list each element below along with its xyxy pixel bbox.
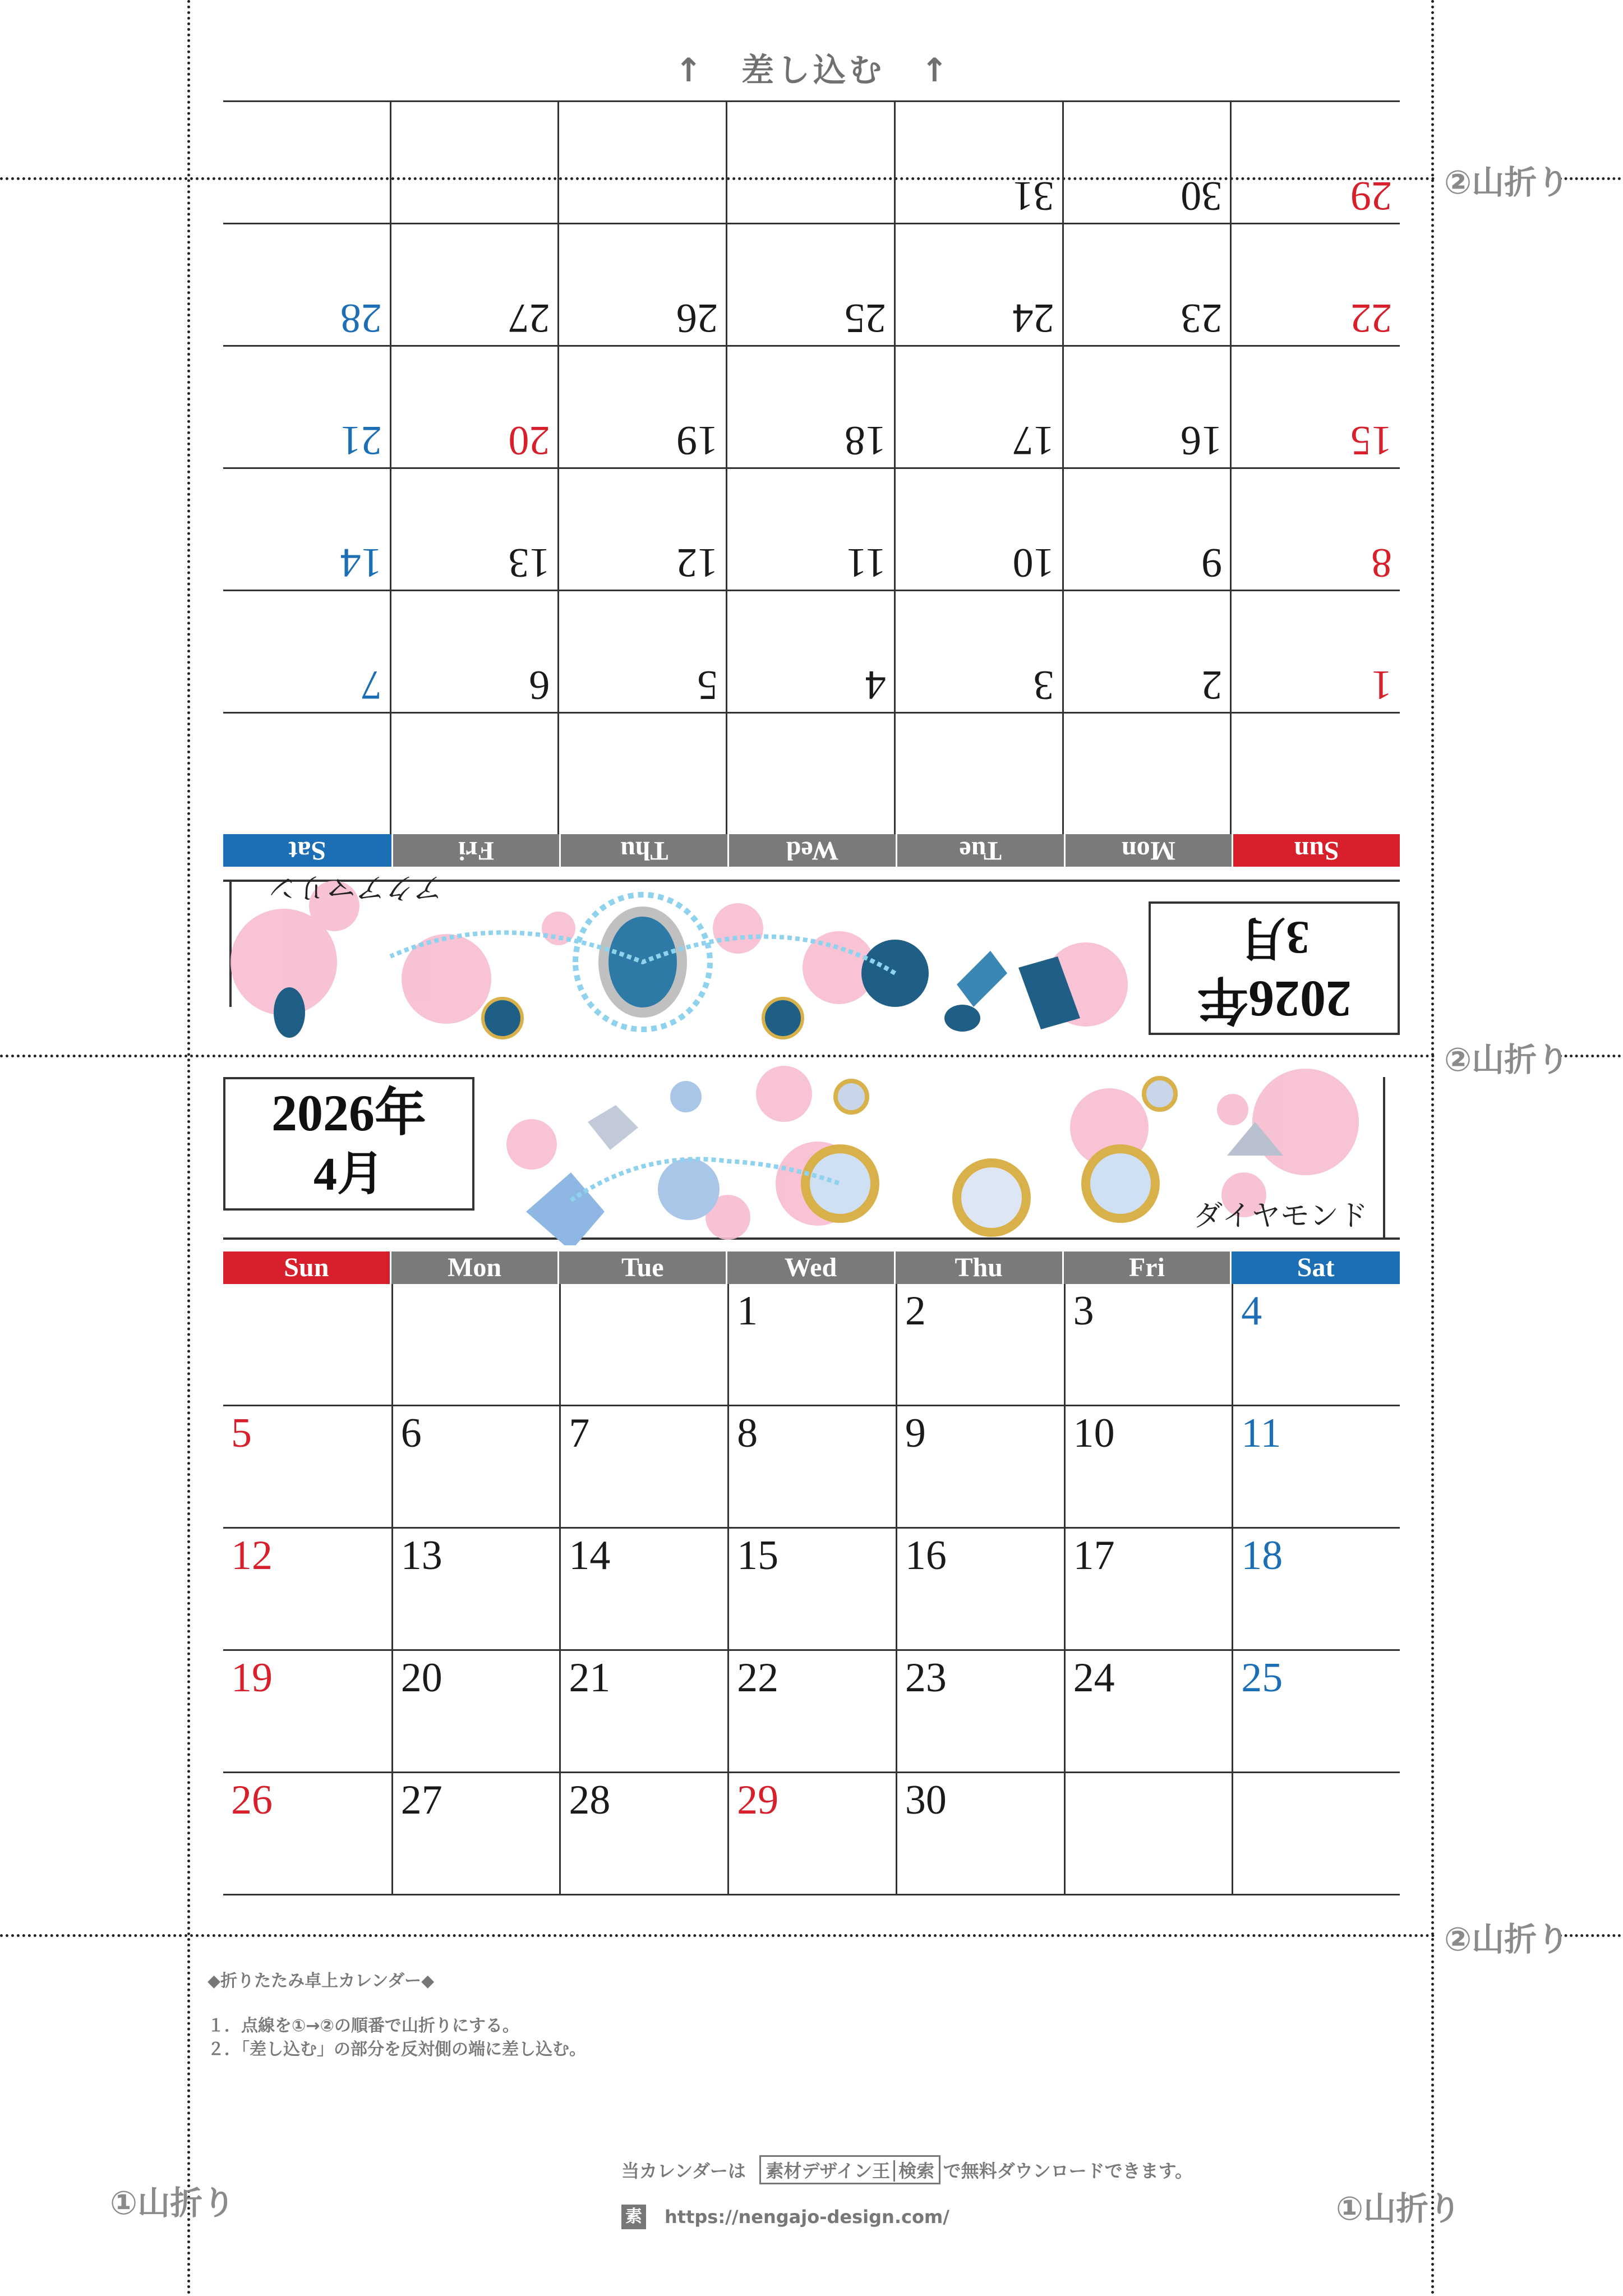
april-title-box <box>223 1077 474 1211</box>
march-day-number: 9 <box>1201 540 1223 586</box>
march-day-number: 10 <box>1012 540 1054 586</box>
march-day-cell <box>223 712 391 834</box>
fold-line-right <box>1431 0 1434 2296</box>
credit-url[interactable]: https://nengajo-design.com/ <box>665 2206 949 2228</box>
april-day-cell <box>559 1284 727 1406</box>
april-day-cell <box>223 1651 391 1773</box>
april-year: 2026年 <box>271 1084 426 1142</box>
march-day-cell <box>391 712 560 834</box>
april-dow-thu: Thu <box>896 1251 1064 1284</box>
march-day-number: 22 <box>1350 295 1392 341</box>
march-dow-thu: Thu <box>559 834 727 867</box>
credit-logo: 素 <box>621 2205 646 2229</box>
april-day-number: 26 <box>231 1777 273 1823</box>
april-day-number: 17 <box>1073 1533 1115 1579</box>
march-day-cell <box>896 100 1064 223</box>
april-month: 4月 <box>313 1148 384 1200</box>
april-day-cell <box>896 1406 1064 1529</box>
march-day-number: 18 <box>844 417 886 463</box>
april-day-cell <box>223 1529 391 1651</box>
credit-search-box[interactable] <box>759 2155 940 2184</box>
march-day-cell <box>1064 345 1232 467</box>
april-day-cell <box>223 1406 391 1529</box>
march-day-cell <box>1064 100 1232 223</box>
march-day-number: 7 <box>361 662 382 708</box>
april-day-number: 15 <box>737 1533 779 1579</box>
march-day-number: 28 <box>340 295 382 341</box>
april-day-number: 2 <box>905 1288 926 1334</box>
march-day-cell <box>727 223 896 345</box>
credit-prefix: 当カレンダーは <box>621 2160 746 2182</box>
march-dow-sat: Sat <box>223 834 391 867</box>
april-day-number: 9 <box>905 1410 926 1456</box>
april-weekday-header <box>223 1251 1400 1284</box>
april-day-cell <box>1064 1529 1232 1651</box>
march-day-cell <box>559 590 727 712</box>
march-day-number: 24 <box>1012 295 1054 341</box>
april-day-number: 30 <box>905 1777 947 1823</box>
march-day-number: 16 <box>1181 417 1223 463</box>
march-day-cell <box>896 712 1064 834</box>
march-weekday-header <box>223 834 1400 867</box>
april-day-cell <box>896 1529 1064 1651</box>
march-title-box <box>1149 901 1400 1035</box>
april-day-cell <box>391 1406 560 1529</box>
april-day-cell <box>559 1406 727 1529</box>
april-day-number: 21 <box>569 1655 611 1701</box>
april-day-cell <box>391 1651 560 1773</box>
march-dow-fri: Fri <box>391 834 560 867</box>
march-day-number: 6 <box>529 662 550 708</box>
march-day-cell <box>896 467 1064 590</box>
april-day-cell <box>727 1651 896 1773</box>
april-day-number: 22 <box>737 1655 779 1701</box>
march-day-cell <box>559 345 727 467</box>
april-dow-sun: Sun <box>223 1251 391 1284</box>
march-day-cell <box>391 467 560 590</box>
march-day-cell <box>223 345 391 467</box>
march-day-cell <box>559 100 727 223</box>
march-day-cell <box>727 345 896 467</box>
april-day-number: 14 <box>569 1533 611 1579</box>
march-day-number: 17 <box>1012 417 1054 463</box>
march-day-cell <box>1232 712 1400 834</box>
april-day-number: 28 <box>569 1777 611 1823</box>
april-dow-sat: Sat <box>1232 1251 1400 1284</box>
april-day-number: 4 <box>1241 1288 1262 1334</box>
march-day-number: 29 <box>1350 173 1392 219</box>
april-day-cell <box>1232 1529 1400 1651</box>
march-day-number: 26 <box>676 295 718 341</box>
april-day-cell <box>1232 1651 1400 1773</box>
march-day-cell <box>896 223 1064 345</box>
march-day-cell <box>1232 467 1400 590</box>
march-day-cell <box>391 345 560 467</box>
march-day-cell <box>223 467 391 590</box>
april-day-number: 3 <box>1073 1288 1094 1334</box>
march-day-number: 20 <box>508 417 550 463</box>
credit-search-text: 素材デザイン王 <box>766 2160 891 2182</box>
april-day-number: 25 <box>1241 1655 1283 1701</box>
march-month: 3月 <box>1239 912 1310 964</box>
april-day-number: 23 <box>905 1655 947 1701</box>
april-day-cell <box>1064 1406 1232 1529</box>
march-day-cell <box>1064 590 1232 712</box>
april-day-cell <box>727 1773 896 1895</box>
march-day-number: 12 <box>676 540 718 586</box>
april-day-number: 24 <box>1073 1655 1115 1701</box>
april-day-number: 1 <box>737 1288 758 1334</box>
april-dow-wed: Wed <box>727 1251 896 1284</box>
march-header-band <box>223 872 1400 1052</box>
march-day-number: 30 <box>1181 173 1223 219</box>
march-day-cell <box>727 100 896 223</box>
april-day-number: 13 <box>400 1533 442 1579</box>
march-day-cell <box>1064 712 1232 834</box>
march-day-number: 15 <box>1350 417 1392 463</box>
insert-label: ↑ 差し込む ↑ <box>675 51 952 89</box>
march-dow-tue: Tue <box>896 834 1064 867</box>
april-calendar <box>223 1251 1400 1895</box>
april-day-cell <box>896 1284 1064 1406</box>
april-day-cell <box>391 1284 560 1406</box>
march-dow-mon: Mon <box>1064 834 1232 867</box>
march-day-number: 21 <box>340 417 382 463</box>
fold-line-mid <box>0 1055 1436 1057</box>
march-day-cell <box>727 590 896 712</box>
april-dow-tue: Tue <box>559 1251 727 1284</box>
march-day-cell <box>1232 223 1400 345</box>
april-day-number: 27 <box>400 1777 442 1823</box>
april-day-number: 19 <box>231 1655 273 1701</box>
april-day-number: 12 <box>231 1533 273 1579</box>
april-day-number: 29 <box>737 1777 779 1823</box>
april-day-cell <box>727 1284 896 1406</box>
march-day-cell <box>559 467 727 590</box>
march-day-cell <box>559 712 727 834</box>
march-day-cell <box>727 712 896 834</box>
april-day-cell <box>391 1773 560 1895</box>
april-day-cell <box>1064 1284 1232 1406</box>
credit-search-button[interactable]: 検索 <box>893 2160 934 2182</box>
april-day-cell <box>727 1529 896 1651</box>
april-day-number: 7 <box>569 1410 590 1456</box>
march-day-number: 8 <box>1371 540 1392 586</box>
april-day-cell <box>559 1651 727 1773</box>
april-day-cell <box>1064 1773 1232 1895</box>
fold1-label-left: ①山折り <box>110 2184 236 2222</box>
april-day-grid <box>223 1284 1400 1895</box>
march-dow-sun: Sun <box>1232 834 1400 867</box>
april-dow-fri: Fri <box>1064 1251 1232 1284</box>
march-day-cell <box>223 590 391 712</box>
april-day-cell <box>1232 1284 1400 1406</box>
march-day-cell <box>391 590 560 712</box>
april-day-number: 11 <box>1241 1410 1281 1456</box>
march-gem-name: アクアマリン <box>268 871 442 904</box>
fold-line-left <box>187 0 190 2296</box>
march-day-cell <box>223 223 391 345</box>
march-day-number: 27 <box>508 295 550 341</box>
march-day-number: 3 <box>1033 662 1054 708</box>
april-day-cell <box>559 1529 727 1651</box>
march-day-number: 5 <box>697 662 718 708</box>
march-day-cell <box>727 467 896 590</box>
credit-line <box>621 2155 1193 2183</box>
april-day-cell <box>223 1284 391 1406</box>
april-day-cell <box>1064 1651 1232 1773</box>
fold2-label-top: ②山折り <box>1444 163 1570 201</box>
april-gem-name: ダイヤモンド <box>1193 1199 1368 1233</box>
march-day-number: 25 <box>844 295 886 341</box>
march-day-cell <box>1232 100 1400 223</box>
april-day-number: 8 <box>737 1410 758 1456</box>
march-day-number: 1 <box>1371 662 1392 708</box>
april-day-number: 18 <box>1241 1533 1283 1579</box>
april-day-number: 16 <box>905 1533 947 1579</box>
march-day-number: 2 <box>1201 662 1223 708</box>
march-day-number: 13 <box>508 540 550 586</box>
march-day-number: 14 <box>340 540 382 586</box>
april-day-number: 5 <box>231 1410 252 1456</box>
march-day-number: 11 <box>846 540 886 586</box>
april-day-cell <box>559 1773 727 1895</box>
instructions-step2: ２．「差し込む」の部分を反対側の端に差し込む。 <box>208 2040 586 2059</box>
march-day-number: 23 <box>1181 295 1223 341</box>
april-day-cell <box>1232 1773 1400 1895</box>
april-day-number: 10 <box>1073 1410 1115 1456</box>
march-day-cell <box>223 100 391 223</box>
april-header-band <box>223 1066 1400 1245</box>
march-day-number: 19 <box>676 417 718 463</box>
march-day-number: 31 <box>1012 173 1054 219</box>
fold2-label-mid: ②山折り <box>1444 1041 1570 1079</box>
march-day-cell <box>391 100 560 223</box>
instructions-step1: １．点線を①→②の順番で山折りにする。 <box>208 2016 519 2036</box>
april-day-cell <box>391 1529 560 1651</box>
april-day-cell <box>896 1651 1064 1773</box>
april-day-number: 20 <box>400 1655 442 1701</box>
fold-line-bottom <box>0 1934 1436 1937</box>
fold1-label-right: ①山折り <box>1336 2189 1461 2228</box>
march-day-cell <box>1232 345 1400 467</box>
april-day-number: 6 <box>400 1410 422 1456</box>
march-day-cell <box>1064 467 1232 590</box>
april-dow-mon: Mon <box>391 1251 560 1284</box>
march-day-cell <box>559 223 727 345</box>
march-day-grid <box>223 100 1400 834</box>
march-day-number: 4 <box>865 662 886 708</box>
march-day-cell <box>1232 590 1400 712</box>
april-day-cell <box>223 1773 391 1895</box>
credit-suffix: で無料ダウンロードできます。 <box>943 2160 1193 2182</box>
instructions-title: ◆折りたたみ卓上カレンダー◆ <box>208 1971 435 1991</box>
fold2-label-bottom: ②山折り <box>1444 1920 1570 1958</box>
march-year: 2026年 <box>1197 970 1352 1028</box>
march-day-cell <box>391 223 560 345</box>
march-dow-wed: Wed <box>727 834 896 867</box>
april-day-cell <box>1232 1406 1400 1529</box>
april-day-cell <box>727 1406 896 1529</box>
april-day-cell <box>896 1773 1064 1895</box>
march-day-cell <box>1064 223 1232 345</box>
march-day-cell <box>896 345 1064 467</box>
march-calendar <box>223 173 1400 1052</box>
march-day-cell <box>896 590 1064 712</box>
